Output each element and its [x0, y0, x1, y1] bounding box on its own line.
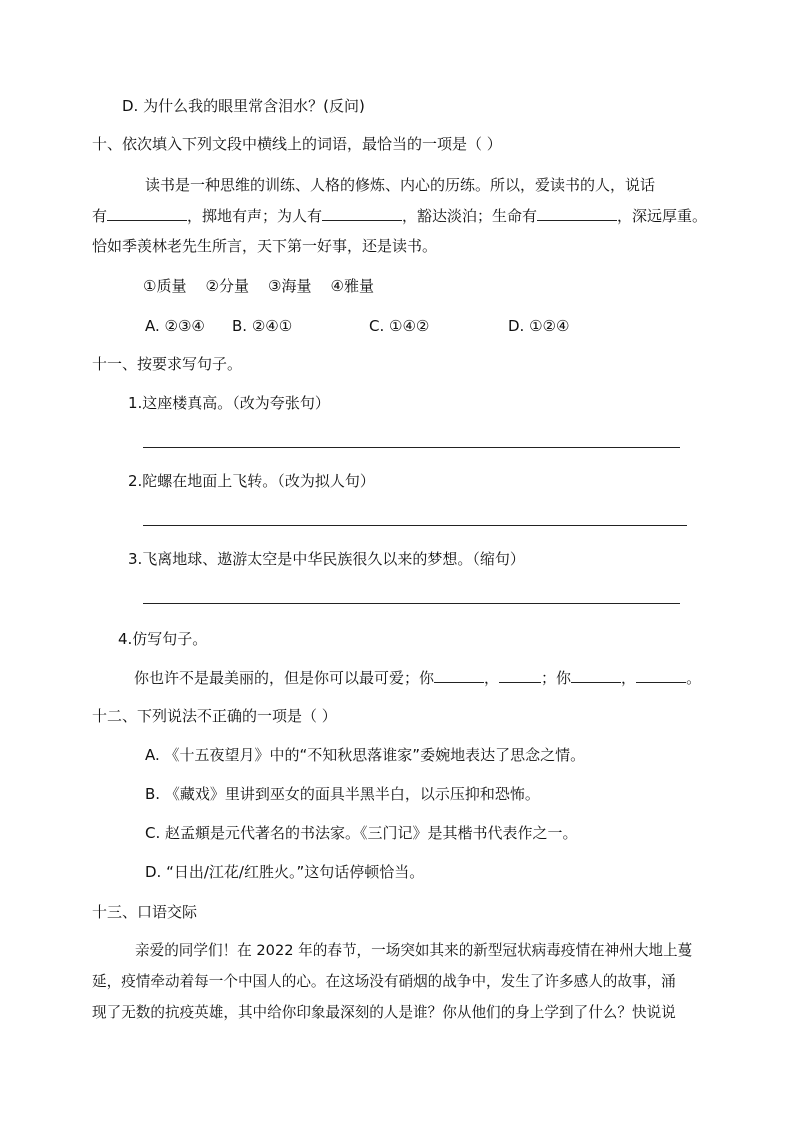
q13-paragraph-line-3: 现了无数的抗疫英雄，其中给你印象最深刻的人是谁？你从他们的身上学到了什么？快说说 [92, 1004, 676, 1021]
q11-sentence-text: ， [484, 669, 500, 687]
q11-item-2: 2.陀螺在地面上飞转。（改为拟人句） [128, 472, 375, 490]
q11-item-1: 1.这座楼真高。（改为夸张句） [128, 394, 330, 412]
q11-sentence-text: 。 [686, 669, 702, 687]
q10-heading: 十、依次填入下列文段中横线上的词语，最恰当的一项是（ ） [92, 135, 502, 153]
q10-passage-text: ，豁达淡泊；生命有 [402, 207, 538, 225]
q11-heading: 十一、按要求写句子。 [92, 355, 243, 373]
q11-item-3: 3.飞离地球、遨游太空是中华民族很久以来的梦想。（缩句） [128, 550, 525, 568]
q10-word-options: ①质量 ②分量 ③海量 ④雅量 [143, 277, 375, 295]
q11-item-4-sentence [134, 668, 701, 688]
q11-answer-line-1[interactable] [143, 447, 680, 448]
q10-choice-d: D. ①②④ [508, 317, 570, 335]
q10-blank-2[interactable] [322, 206, 402, 221]
q11-item-4: 4.仿写句子。 [118, 630, 208, 648]
q11-answer-line-2[interactable] [143, 525, 687, 526]
q12-option-d: D. “日出/江花/红胜火。”这句话停顿恰当。 [145, 863, 425, 881]
q11-blank-3[interactable] [571, 668, 621, 683]
q10-passage-line-3: 恰如季羡林老先生所言，天下第一好事，还是读书。 [92, 237, 438, 255]
q11-sentence-text: 你也许不是最美丽的，但是你可以最可爱；你 [134, 669, 435, 687]
q13-paragraph-line-2: 延，疫情牵动着每一个中国人的心。在这场没有硝烟的战争中，发生了许多感人的故事，涌 [92, 973, 676, 990]
q13-heading: 十三、口语交际 [92, 903, 198, 921]
q11-blank-1[interactable] [434, 668, 484, 683]
q12-heading: 十二、下列说法不正确的一项是（ ） [92, 707, 337, 725]
q10-passage-line-1: 读书是一种思维的训练、人格的修炼、内心的历练。所以，爱读书的人，说话 [145, 176, 656, 194]
q12-option-c: C. 赵孟頫是元代著名的书法家。《三门记》是其楷书代表作之一。 [145, 824, 578, 842]
q12-option-b: B. 《藏戏》里讲到巫女的面具半黑半白，以示压抑和恐怖。 [145, 785, 540, 803]
q10-passage-text: 有 [92, 207, 108, 225]
q10-blank-3[interactable] [537, 206, 617, 221]
q11-answer-line-3[interactable] [143, 603, 680, 604]
q10-blank-1[interactable] [107, 206, 187, 221]
q10-choice-c: C. ①④② [369, 317, 430, 335]
q11-blank-2[interactable] [499, 668, 541, 683]
q10-passage-line-2 [92, 206, 707, 226]
q11-sentence-text: ， [621, 669, 637, 687]
q11-sentence-text: ；你 [541, 669, 572, 687]
q10-choice-a: A. ②③④ [145, 317, 205, 335]
q12-option-a: A. 《十五夜望月》中的“不知秋思落谁家”委婉地表达了思念之情。 [145, 746, 586, 764]
q13-paragraph-line-1: 亲爱的同学们！在 2022 年的春节，一场突如其来的新型冠状病毒疫情在神州大地上蔓 [135, 942, 693, 959]
q9-option-d: D. 为什么我的眼里常含泪水？(反问) [122, 97, 365, 115]
q10-choice-b: B. ②④① [232, 317, 293, 335]
q11-blank-4[interactable] [636, 668, 686, 683]
q10-passage-text: ，深远厚重。 [617, 207, 708, 225]
q10-passage-text: ，掷地有声；为人有 [187, 207, 323, 225]
